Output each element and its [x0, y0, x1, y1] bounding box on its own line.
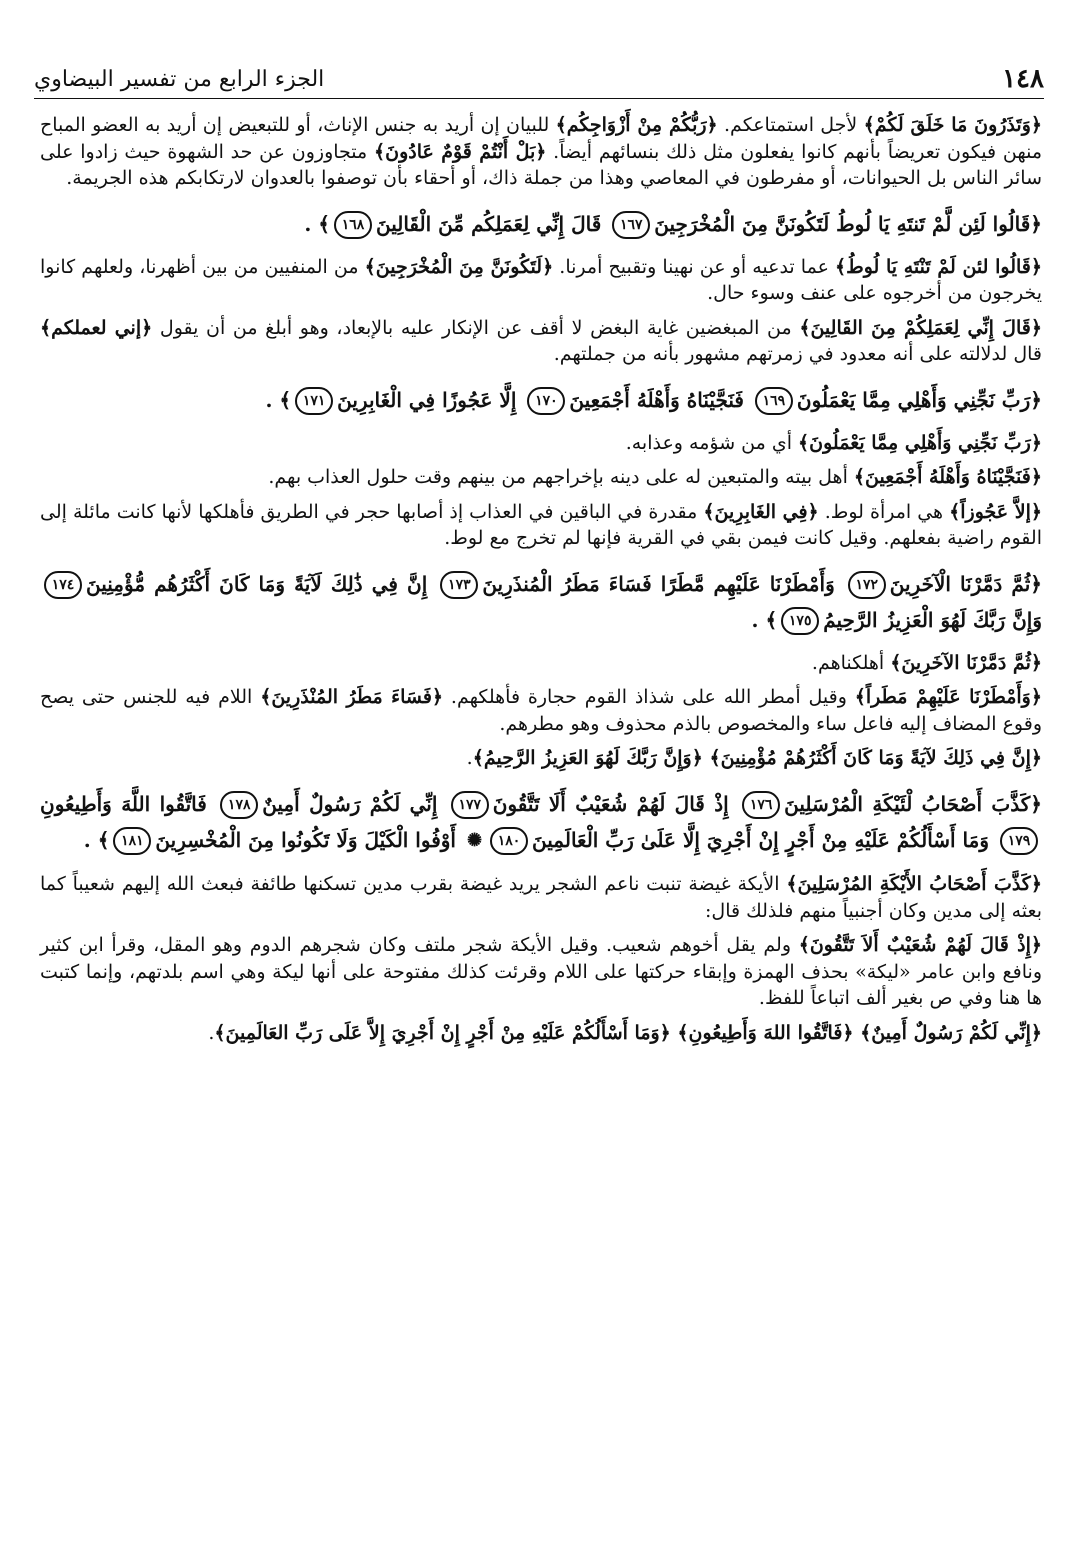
verse-text: إِذْ قَالَ لَهُمْ شُعَيْبٌ أَلَا تَتَّقُونَ — [492, 791, 739, 816]
commentary-text: لأجل استمتاعكم. — [717, 114, 864, 136]
commentary-text: أهل بيته والمتبعين له على دينه بإخراجهم من بينهم وقت حلول العذاب بهم. — [268, 466, 854, 488]
quoted-verse: ﴿فَسَاءَ مَطَرُ المُنْذَرِينَ﴾ — [260, 686, 444, 708]
commentary-paragraph — [40, 499, 1042, 552]
commentary-text: مقدرة في الباقين في العذاب إذ أصابها حجر في الطريق فأهلكها لأنها كانت مائلة إلى القوم راضية بفعلهم. وقيل كانت فيمن بقي في القرية فإنها لم تخرج مع لوط. — [40, 500, 1042, 549]
commentary-text: قال لدلالته على أنه معدود في زمرتهم مشهور بأنه من جملتهم. — [553, 343, 1042, 365]
page-body — [40, 112, 1042, 1054]
commentary-paragraph — [40, 871, 1042, 924]
commentary-paragraph — [40, 464, 1042, 491]
quran-verse-block — [40, 382, 1042, 418]
verse-text: ﴿ثُمَّ دَمَّرْنَا الْآخَرِينَ — [889, 571, 1042, 596]
quran-verse-block — [40, 786, 1042, 860]
ayah-number-marker: ١٧٠ — [527, 387, 565, 415]
commentary-text: الأيكة غيضة تنبت ناعم الشجر يريد غيضة بقرب مدين تسكنها طائفة فبعث الله إليهم شعيباً كما بعثه إلى مدين وكان أجنبياً منهم فلذلك قال: — [40, 873, 1042, 922]
quoted-verse: ﴿رَبِّ نَجِّنِي وَأَهْلِي مِمَّا يَعْمَلُونَ﴾ — [798, 431, 1042, 454]
quoted-verse: ﴿فَنَجَّيْنَاهُ وَأَهْلَهُ أَجْمَعِينَ﴾ — [853, 466, 1042, 488]
ayah-number-marker: ١٦٩ — [755, 387, 793, 415]
commentary-paragraph — [40, 745, 1042, 772]
ayah-number-marker: ١٧٤ — [44, 571, 82, 599]
ayah-number-marker: ١٧٢ — [848, 571, 886, 599]
quran-verse-block — [40, 566, 1042, 638]
quran-verse-block — [40, 206, 1042, 242]
commentary-paragraph — [40, 650, 1042, 677]
verse-text: ﴿رَبِّ نَجِّنِي وَأَهْلِي مِمَّا يَعْمَلُونَ — [796, 387, 1042, 412]
quoted-verse: ﴿إِذْ قَالَ لَهُمْ شُعَيْبٌ أَلاَ تَتَّقُونَ﴾ — [798, 934, 1042, 956]
ayah-number-marker: ١٧٩ — [1000, 827, 1038, 855]
verse-text: وَإِنَّ رَبَّكَ لَهُوَ الْعَزِيزُ الرَّحِيمُ — [823, 607, 1042, 632]
commentary-paragraph — [40, 254, 1042, 307]
commentary-paragraph — [40, 315, 1042, 368]
quoted-verse: ﴿قَالَ إِنِّي لِعَمَلِكُمْ مِنَ القَالِينَ﴾ — [799, 316, 1042, 339]
quoted-verse: ﴿ثُمَّ دَمَّرْنَا الآخَرِينَ﴾ — [890, 651, 1042, 674]
ayah-number-marker: ١٧٥ — [781, 607, 819, 635]
commentary-text: اللام فيه للجنس حتى يصح وقوع المضاف إليه فاعل ساء والمخصوص بالذم محذوف وهو مطرهم. — [40, 686, 1042, 735]
commentary-text: ولم يقل أخوهم شعيب. وقيل الأيكة شجر ملتف وكان شجرهم الدوم وهو المقل، وقرأ ابن كثير ونافع وابن عامر «ليكة» بحذف الهمزة وإبقاء حركتها على اللام وقرئت كذلك مفتوحة على أنها ليكة وهي اسم بلدتهم، وإنما كتبت ها هنا وفي ص بغير ألف اتباعاً للفظ. — [40, 934, 1042, 1009]
commentary-paragraph — [40, 1020, 1042, 1047]
verse-text: وَمَا أَسْأَلُكُمْ عَلَيْهِ مِنْ أَجْرٍ إِنْ أَجْرِيَ إِلَّا عَلَىٰ رَبِّ الْعَالَمِينَ — [532, 827, 996, 852]
commentary-text: للبيان إن أريد به جنس الإناث، أو للتبعيض إن أريد به العضو المباح منهن فيكون تعريضاً بأنهم كانوا يفعلون مثل ذلك بنسائهم أيضاً. — [40, 114, 1042, 163]
ayah-number-marker: ١٧٣ — [440, 571, 478, 599]
verse-text: ﴾ . — [265, 387, 292, 412]
verse-text: ﴾ . — [751, 607, 778, 632]
commentary-text: متجاوزون عن حد الشهوة حيث زادوا على سائر الناس بل الحيوانات، أو مفرطون في المعاصي وهذا من جملة ذاك، أو أحقاء بأن توصفوا بالعدوان لارتكابكم هذه الجريمة. — [40, 140, 1042, 189]
ayah-number-marker: ١٨٠ — [490, 827, 528, 855]
commentary-text: أهلكناهم. — [811, 651, 891, 674]
commentary-paragraph — [40, 932, 1042, 1012]
quoted-verse: ﴿كَذَّبَ أَصْحَابُ الأَيْكَةِ المُرْسَلِينَ﴾ — [786, 873, 1042, 895]
quoted-verse: ﴿بَلْ أَنْتُمْ قَوْمٌ عَادُونَ﴾ — [374, 140, 547, 163]
verse-text: فَاتَّقُوا اللَّهَ وَأَطِيعُونِ — [40, 791, 217, 816]
commentary-text: عما تدعيه أو عن نهينا وتقبيح أمرنا. — [553, 255, 836, 278]
commentary-text: . — [466, 747, 473, 769]
commentary-paragraph — [40, 112, 1042, 192]
ayah-number-marker: ١٧٦ — [742, 791, 780, 819]
page-number: ١٤٨ — [1002, 64, 1044, 94]
commentary-text: وقيل أمطر الله على شذاذ القوم حجارة فأهلكهم. — [443, 686, 855, 708]
ayah-number-marker: ١٨١ — [113, 827, 151, 855]
verse-text: أَوْفُوا الْكَيْلَ وَلَا تَكُونُوا مِنَ الْمُخْسِرِينَ — [155, 827, 463, 852]
quoted-verse: ﴿فِي الغَابِرِينَ﴾ — [703, 500, 819, 523]
commentary-text: . — [208, 1021, 215, 1044]
quoted-verse: ﴿وَتَذَرُونَ مَا خَلَقَ لَكُمْ﴾ — [863, 114, 1042, 136]
commentary-paragraph — [40, 684, 1042, 737]
verse-text: إِنَّ فِي ذَٰلِكَ لَآيَةً وَمَا كَانَ أَكْثَرُهُم مُّؤْمِنِينَ — [86, 571, 437, 596]
running-title: الجزء الرابع من تفسير البيضاوي — [34, 67, 325, 92]
hizb-star-icon: ✺ — [466, 830, 483, 851]
quoted-verse: ﴿إِنَّ فِي ذَلِكَ لآيَةً وَمَا كَانَ أَكْثَرُهُمْ مُؤْمِنِينَ﴾ ﴿وَإِنَّ رَبَّكَ لَهُوَ العَزِيزُ الرَّحِيمُ﴾ — [472, 747, 1042, 769]
verse-text: ﴿كَذَّبَ أَصْحَابُ لْئَيْكَةِ الْمُرْسَلِينَ — [784, 791, 1042, 816]
verse-text: فَنَجَّيْنَاهُ وَأَهْلَهُ أَجْمَعِينَ — [569, 387, 751, 412]
ayah-number-marker: ١٦٨ — [334, 211, 372, 239]
quoted-verse: ﴿رَبُّكُمْ مِنْ أَزْوَاجِكُم﴾ — [555, 114, 718, 136]
ayah-number-marker: ١٧٧ — [451, 791, 489, 819]
verse-text: ﴾ . — [304, 211, 330, 236]
verse-text: إِنِّي لَكُمْ رَسُولٌ أَمِينٌ — [262, 791, 447, 816]
verse-text: إِلَّا عَجُوزًا فِي الْغَابِرِينَ — [337, 387, 524, 412]
quoted-verse: ﴿قَالُوا لئن لَمْ تَنْتَهِ يَا لُوطُ﴾ — [835, 255, 1042, 278]
page-header — [34, 58, 1044, 99]
commentary-paragraph — [40, 430, 1042, 457]
quoted-verse: ﴿إِنِّي لَكُمْ رَسُولٌ أَمِينٌ﴾ ﴿فَاتَّقُوا اللهَ وَأَطِيعُونِ﴾ ﴿وَمَا أَسْأَلُكُمْ عَلَيْهِ مِنْ أَجْرٍ إِنْ أَجْرِيَ إِلاَّ عَلَى رَبِّ العَالَمِينَ﴾ — [214, 1021, 1042, 1044]
commentary-text: هي امرأة لوط. — [818, 500, 950, 523]
verse-text: ﴾ . — [83, 827, 110, 852]
ayah-number-marker: ١٧٨ — [220, 791, 258, 819]
verse-text: ﴿قَالُوا لَئِن لَّمْ تَنتَهِ يَا لُوطُ لَتَكُونَنَّ مِنَ الْمُخْرَجِينَ — [654, 211, 1042, 236]
verse-text: قَالَ إِنِّي لِعَمَلِكُم مِّنَ الْقَالِينَ — [375, 211, 609, 236]
ayah-number-marker: ١٧١ — [295, 387, 333, 415]
quoted-verse: ﴿إني لعملكم﴾ — [40, 316, 153, 339]
commentary-text: من المنفيين من بين أظهرنا، ولعلهم كانوا يخرجون من أخرجوه على عنف وسوء حال. — [40, 255, 1042, 304]
quoted-verse: ﴿إلاَّ عَجُوزاً﴾ — [949, 500, 1042, 523]
commentary-text: من المبغضين غاية البغض لا أقف عن الإنكار عليه بالإبعاد، وهو أبلغ من أن يقول — [152, 316, 800, 339]
quoted-verse: ﴿وَأَمْطَرْنَا عَلَيْهِمْ مَطَراً﴾ — [854, 686, 1042, 708]
verse-text: وَأَمْطَرْنَا عَلَيْهِم مَّطَرًا فَسَاءَ مَطَرُ الْمُنذَرِينَ — [482, 571, 844, 596]
ayah-number-marker: ١٦٧ — [612, 211, 650, 239]
quoted-verse: ﴿لَتَكُونَنَّ مِنَ الْمُخْرَجِينَ﴾ — [364, 255, 554, 278]
commentary-text: أي من شؤمه وعذابه. — [625, 431, 799, 454]
